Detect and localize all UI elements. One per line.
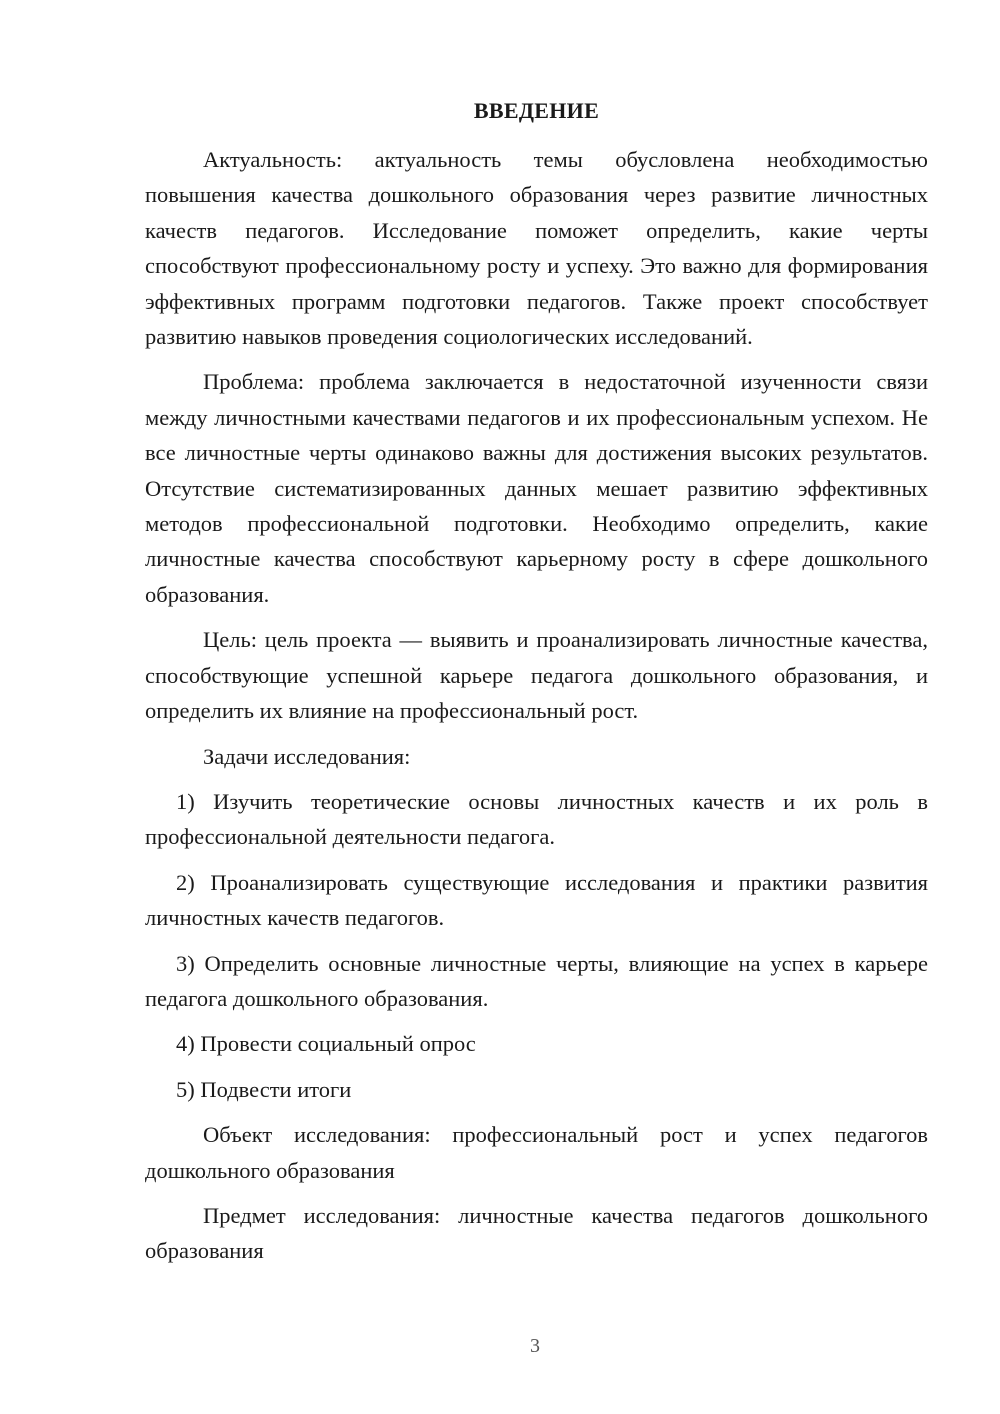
task-item-2: 2) Проанализировать существующие исследования и практики развития личностных качеств педагогов. — [145, 869, 928, 931]
problem-paragraph: Проблема: проблема заключается в недостаточной изученности связи между личностными качествами педагогов и их профессиональным успехом. Не все личностные черты одинаково важны для достижения высоких результатов. Отсутствие систематизированных данных мешает развитию эффективных методов профессиональной подготовки. Необходимо определить, какие личностные качества способствуют карьерному росту в сфере дошкольного образования. — [145, 369, 928, 607]
task-item-1: 1) Изучить теоретические основы личностных качеств и их роль в профессиональной деятельности педагога. — [145, 788, 928, 850]
object-paragraph: Объект исследования: профессиональный рост и успех педагогов дошкольного образования — [145, 1122, 928, 1183]
task-item-4: 4) Провести социальный опрос — [176, 1031, 476, 1057]
tasks-heading: Задачи исследования: — [203, 743, 411, 769]
task-item-5: 5) Подвести итоги — [176, 1076, 352, 1102]
page-number: 3 — [530, 1335, 540, 1357]
page-title: ВВЕДЕНИЕ — [473, 98, 600, 123]
goal-paragraph: Цель: цель проекта — выявить и проанализировать личностные качества, способствующие успешной карьере педагога дошкольного образования, и определить их влияние на профессиональный рост. — [145, 627, 928, 724]
task-item-3: 3) Определить основные личностные черты, влияющие на успех в карьере педагога дошкольного образования. — [145, 950, 928, 1011]
document-body — [145, 142, 928, 1269]
relevance-paragraph: Актуальность: актуальность темы обусловлена необходимостью повышения качества дошкольного образования через развитие личностных качеств педагогов. Исследование поможет определить, какие черты способствуют профессиональному росту и успеху. Это важно для формирования эффективных программ подготовки педагогов. Также проект способствует развитию навыков проведения социологических исследований. — [145, 147, 928, 350]
subject-paragraph: Предмет исследования: личностные качества педагогов дошкольного образования — [145, 1202, 928, 1264]
